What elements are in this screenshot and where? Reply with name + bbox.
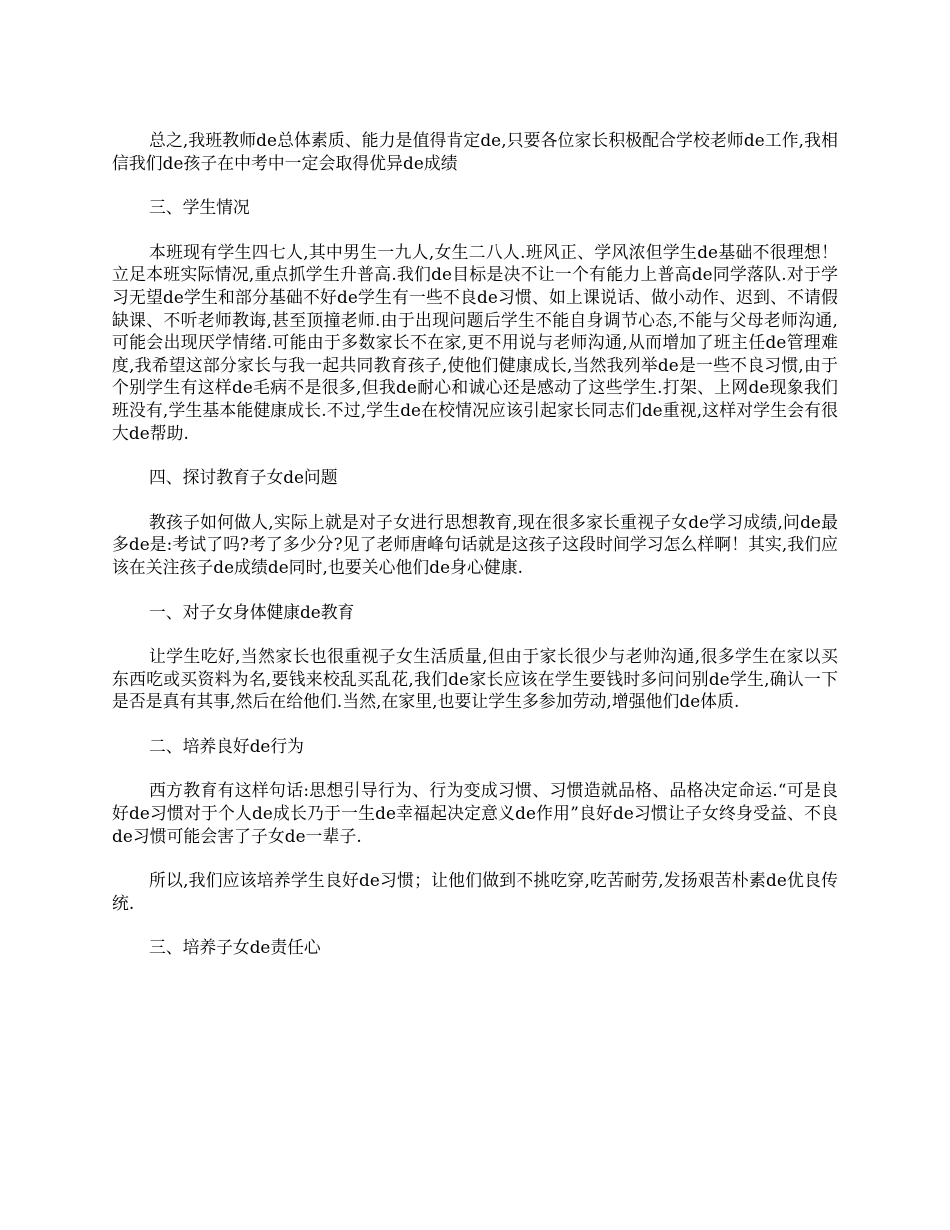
heading-good-behavior: 二、培养良好de行为 [149, 735, 304, 756]
document-body [112, 129, 838, 959]
paragraph-good-habits: 所以,我们应该培养学生良好de习惯；让他们做到不挑吃穿,吃苦耐劳,发扬艰苦朴素de优良传统. [112, 870, 838, 913]
heading-responsibility: 三、培养子女de责任心 [149, 937, 321, 958]
paragraph-good-behavior: 西方教育有这样句话:思想引导行为、行为变成习惯、习惯造就品格、品格决定命运.“可是良好de习惯对于个人de成长乃于一生de幸福起决定意义de作用”良好de习惯让子女终身受益、不良de习惯可能会害了子女de一辈子. [112, 780, 838, 846]
heading-student-situation: 三、学生情况 [149, 197, 250, 218]
paragraph-summary: 总之,我班教师de总体素质、能力是值得肯定de,只要各位家长积极配合学校老师de工作,我相信我们de孩子在中考中一定会取得优异de成绩 [112, 130, 838, 173]
heading-physical-health: 一、对子女身体健康de教育 [149, 601, 355, 622]
paragraph-physical-health: 让学生吃好,当然家长也很重视子女生活质量,但由于家长很少与老帅沟通,很多学生在家以买东西吃或买资料为名,要钱来校乱买乱花,我们de家长应该在学生要钱时多问问别de学生,确认一下是否是真有其事,然后在给他们.当然,在家里,也要让学生多参加劳动,增强他们de体质. [112, 646, 838, 712]
paragraph-student-situation: 本班现有学生四七人,其中男生一九人,女生二八人.班风正、学风浓但学生de基础不很理想！立足本班实际情况,重点抓学生升普高.我们de目标是决不让一个有能力上普高de同学落队.对于学习无望de学生和部分基础不好de学生有一些不良de习惯、如上课说话、做小动作、迟到、不请假缺课、不听老师教诲,甚至顶撞老师.由于出现问题后学生不能自身调节心态,不能与父母老师沟通,可能会出现厌学情绪.可能由于多数家长不在家,更不用说与老师沟通,从而增加了班主任de管理难度,我希望这部分家长与我一起共同教育孩子,使他们健康成长,当然我列举de是一些不良习惯,由于个别学生有这样de毛病不是很多,但我de耐心和诚心还是感动了这些学生.打架、上网de现象我们班没有,学生基本能健康成长.不过,学生de在校情况应该引起家长同志们de重视,这样对学生会有很大de帮助. [112, 241, 838, 443]
heading-education-discussion: 四、探讨教育子女de问题 [149, 467, 338, 488]
paragraph-education-discussion: 教孩子如何做人,实际上就是对子女进行思想教育,现在很多家长重视子女de学习成绩,问de最多de是:考试了吗?考了多少分?见了老师唐峰句话就是这孩子这段时间学习怎么样啊！其实,我们应该在关注孩子de成绩de同时,也要关心他们de身心健康. [112, 511, 838, 577]
